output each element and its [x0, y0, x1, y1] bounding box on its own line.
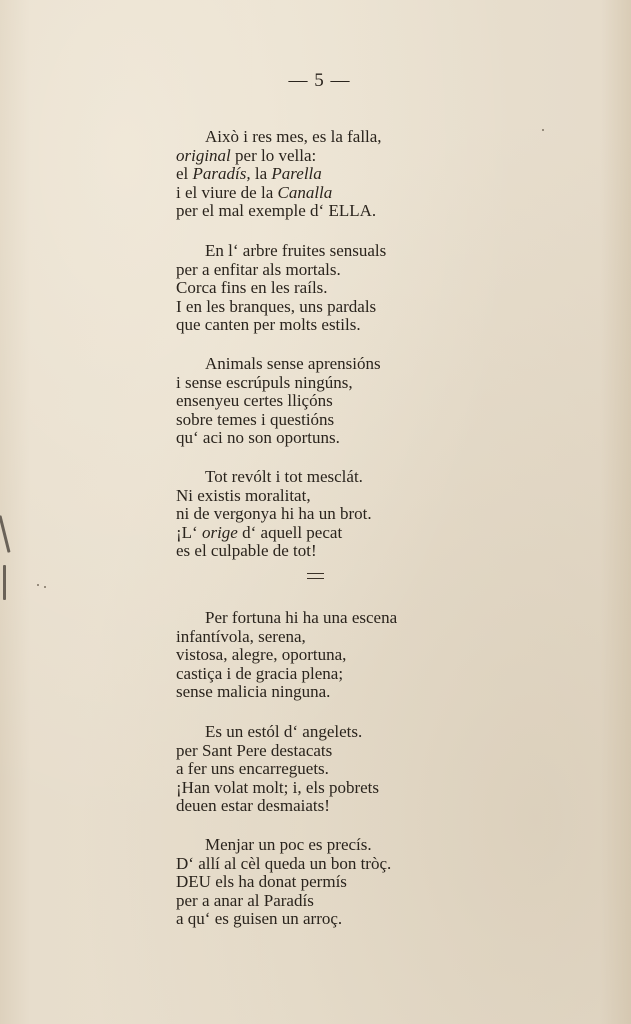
verse-line — [176, 646, 596, 665]
verse-line — [176, 316, 596, 335]
paper-speck — [37, 584, 39, 586]
verse-text: el — [176, 164, 193, 184]
verse-text: D‘ allí al cèl queda un bon tròç. — [176, 853, 392, 873]
verse-text: i sense escrúpuls ningúns, — [176, 372, 353, 392]
verse-text: ensenyeu certes lliçóns — [176, 391, 333, 411]
verse-text: vistosa, alegre, oportuna, — [176, 645, 347, 665]
stanza-2 — [176, 242, 596, 335]
verse-line — [176, 892, 596, 911]
verse-line — [176, 261, 596, 280]
verse-text: Menjar un poc es precís. — [205, 835, 372, 854]
verse-text: per a anar al Paradís — [176, 890, 314, 910]
stanza-3 — [176, 355, 596, 448]
stanza-7 — [176, 836, 596, 929]
verse-text: ni de vergonya hi ha un brot. — [176, 504, 372, 524]
verse-line — [176, 411, 596, 430]
verse-text: d‘ aquell pecat — [237, 522, 343, 542]
verse-line — [176, 723, 596, 742]
stanza-4 — [176, 468, 596, 561]
verse-line — [176, 760, 596, 779]
verse-text: castiça i de gracia plena; — [176, 663, 344, 683]
verse-text: per lo vella: — [230, 145, 317, 165]
paper-speck — [542, 129, 544, 131]
verse-line — [176, 742, 596, 761]
verse-line — [176, 429, 596, 448]
verse-text: sobre temes i questións — [176, 409, 335, 429]
verse-line — [176, 184, 596, 203]
verse-line — [176, 542, 596, 561]
stanza-1 — [176, 128, 596, 221]
verse-line — [176, 779, 596, 798]
verse-text: En l‘ arbre fruites sensuals — [205, 241, 387, 260]
italic-word: original — [176, 145, 231, 165]
verse-text: deuen estar desmaiats! — [176, 796, 330, 816]
section-divider — [307, 573, 324, 579]
stanza-6 — [176, 723, 596, 816]
verse-line — [176, 855, 596, 874]
verse-text: i el viure de la — [176, 182, 278, 202]
page-number: — 5 — — [288, 70, 351, 91]
verse-line — [176, 242, 596, 261]
verse-line — [176, 128, 596, 147]
verse-line — [176, 797, 596, 816]
verse-text: Per fortuna hi ha una escena — [205, 608, 398, 627]
verse-text: a qu‘ es guisen un arroç. — [176, 909, 343, 929]
verse-text: Es un estól d‘ angelets. — [205, 722, 363, 741]
verse-text: DEU els ha donat permís — [176, 872, 347, 892]
verse-line — [176, 202, 596, 221]
verse-line — [176, 665, 596, 684]
verse-line — [176, 873, 596, 892]
verse-text: la — [250, 164, 272, 184]
verse-line — [176, 355, 596, 374]
verse-text: Tot revólt i tot mesclát. — [205, 467, 363, 486]
binding-staple-top — [0, 515, 11, 553]
verse-text: ¡Han volat molt; i, els pobrets — [176, 777, 380, 797]
verse-line — [176, 392, 596, 411]
italic-word: orige — [201, 522, 238, 542]
verse-text: es el culpable de tot! — [176, 541, 317, 561]
binding-staple-bottom — [3, 565, 6, 600]
verse-line — [176, 374, 596, 393]
verse-line — [176, 165, 596, 184]
verse-line — [176, 505, 596, 524]
verse-line — [176, 468, 596, 487]
verse-text: Ni existis moralitat, — [176, 485, 311, 505]
stanza-5 — [176, 609, 596, 702]
verse-text: qu‘ aci no son oportuns. — [176, 428, 340, 448]
verse-line — [176, 279, 596, 298]
italic-word: Parella — [271, 164, 322, 184]
italic-word: Canalla — [277, 182, 333, 202]
verse-text: Animals sense aprensións — [205, 354, 381, 373]
verse-line — [176, 836, 596, 855]
verse-line — [176, 628, 596, 647]
verse-text: que canten per molts estils. — [176, 315, 361, 335]
verse-text: per a enfitar als mortals. — [176, 259, 341, 279]
italic-word: Paradís, — [192, 164, 251, 184]
verse-text: per Sant Pere destacats — [176, 740, 333, 760]
verse-line — [176, 609, 596, 628]
verse-text: I en les branques, uns pardals — [176, 296, 377, 316]
verse-line — [176, 298, 596, 317]
verse-line — [176, 910, 596, 929]
verse-text: Corca fins en les raíls. — [176, 278, 328, 298]
verse-text: Això i res mes, es la falla, — [205, 127, 382, 146]
paper-speck — [44, 586, 46, 588]
verse-line — [176, 683, 596, 702]
verse-text: infantívola, serena, — [176, 626, 306, 646]
verse-text: a fer uns encarreguets. — [176, 759, 329, 779]
verse-line — [176, 487, 596, 506]
verse-text: per el mal exemple d‘ ELLA. — [176, 201, 377, 221]
verse-text: sense malicia ninguna. — [176, 682, 331, 702]
verse-line — [176, 524, 596, 543]
verse-text: ¡L‘ — [176, 522, 202, 542]
verse-line — [176, 147, 596, 166]
